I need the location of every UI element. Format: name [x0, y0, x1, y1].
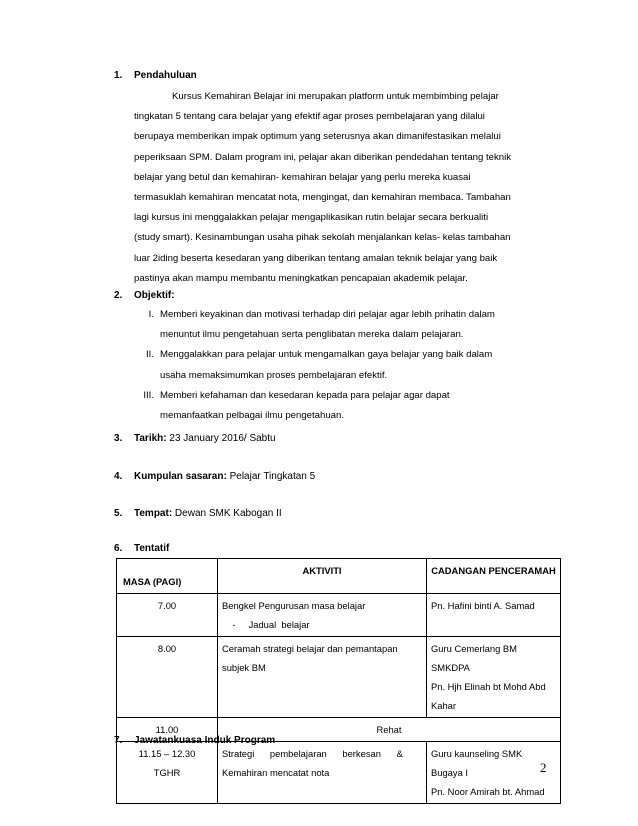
objektif-item: I. Memberi keyakinan dan motivasi terhadap diri pelajar agar lebih prihatin dalam menuntut ilmu pengetahuan serta penglibatan mereka dalam pelajaran. — [148, 309, 495, 341]
time-cell: 11.15 – 12.30 TGHR — [117, 742, 218, 804]
objektif-item: III. Memberi kefahaman dan kesedaran kepada para pelajar agar dapat memanfaatkan pelbagai ilmu pengetahuan. — [143, 389, 450, 422]
pendahuluan-paragraph: Kursus Kemahiran Belajar ini merupakan platform untuk membimbing pelajar tingkatan 5 tentang cara belajar yang efektif agar proses pembelajaran yang dilalui berupaya memberikan impak optimum yang seterusnya akan dimanifestasikan melalui peperiksaan SPM. Dalam program ini, pelajar akan diberikan pendedahan tentang teknik belajar yang betul dan kemahiran- kemahiran belajar yang perlu mereka kuasai termasuklah kemahiran mencatat nota, mengingat, dan kemahiran membaca. Tambahan lagi kursus ini menggalakkan pelajar mengaplikasikan rutin belajar secara berkualiti (study smart). Kesinambungan usaha pihak sekolah menjalankan kelas- kelas tambahan luar 2iding beserta kesedaran yang diberikan tentang amalan teknik belajar yang baik pastinya akan mampu membantu meningkatkan pencapaian akademik pelajar. — [134, 91, 512, 284]
speaker-cell: Guru kaunseling SMK Bugaya I Pn. Noor Amirah bt. Ahmad — [427, 742, 561, 804]
activity-cell: Strategi pembelajaran berkesan & Kemahiran mencatat nota — [218, 742, 427, 804]
section-tarikh: 3. Tarikh: 23 January 2016/ Sabtu — [114, 433, 276, 444]
section-jawatankuasa-heading: 7. Jawatankuasa Induk Program — [114, 735, 276, 746]
header-masa: MASA (PAGI) — [117, 559, 218, 594]
activity-cell: Ceramah strategi belajar dan pemantapan subjek BM — [218, 637, 427, 718]
table-row — [117, 637, 561, 718]
time-cell: 7.00 — [117, 594, 218, 637]
header-penceramah: CADANGAN PENCERAMAH — [427, 559, 561, 594]
objektif-list — [134, 305, 550, 426]
table-row — [117, 594, 561, 637]
header-aktiviti: AKTIVITI — [218, 559, 427, 594]
page-number: 2 — [540, 760, 547, 775]
section-tentatif-heading: 6. Tentatif — [114, 543, 170, 554]
speaker-cell: Pn. Hafini binti A. Samad — [427, 594, 561, 637]
speaker-cell: Guru Cemerlang BM SMKDPA Pn. Hjh Elinah bt Mohd Abd Kahar — [427, 637, 561, 718]
table-header-row — [117, 559, 561, 594]
activity-cell: Bengkel Pengurusan masa belajar - Jadual belajar — [218, 594, 427, 637]
objektif-item: II. Menggalakkan para pelajar untuk mengamalkan gaya belajar yang baik dalam usaha memaksimumkan proses pembelajaran efektif. — [146, 349, 493, 381]
section-kumpulan-sasaran: 4. Kumpulan sasaran: Pelajar Tingkatan 5 — [114, 471, 316, 482]
section-pendahuluan-heading: 1. Pendahuluan — [114, 70, 197, 81]
time-cell: 11.00 — [117, 718, 218, 742]
time-cell: 8.00 — [117, 637, 218, 718]
section-objektif-heading: 2. Objektif: — [114, 290, 175, 301]
tentatif-table — [116, 558, 561, 804]
section-tempat: 5. Tempat: Dewan SMK Kabogan II — [114, 508, 282, 519]
rehat-cell: Rehat — [218, 718, 561, 742]
table-row — [117, 742, 561, 804]
